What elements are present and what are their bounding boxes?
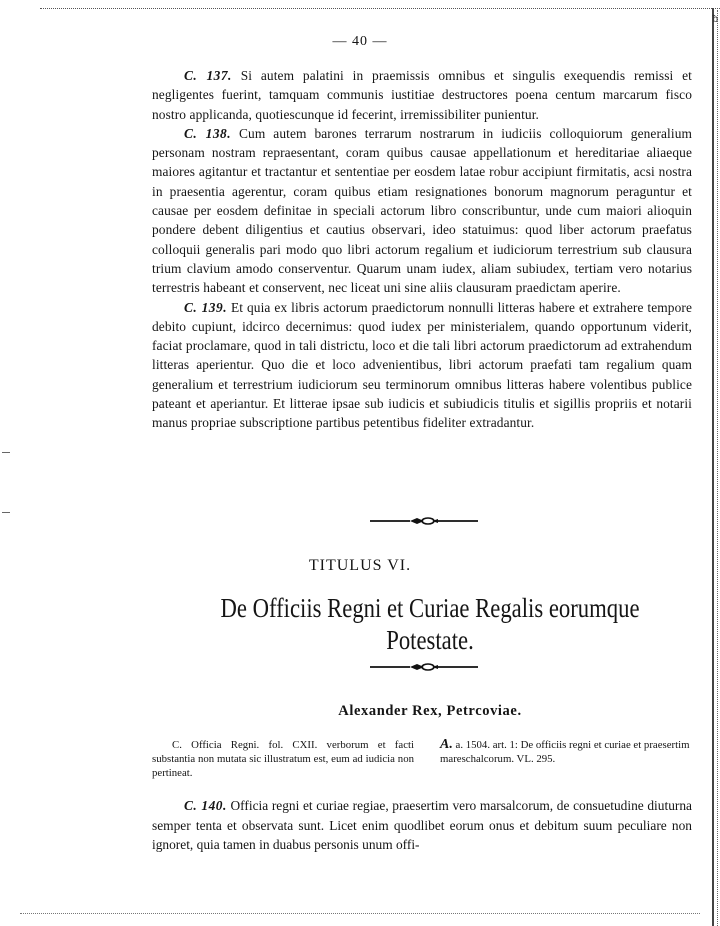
paragraph-text: Officia regni et curiae regiae, praesertim vero marsalcorum, de consuetudine diuturna semper tenta et observata sunt. Licet enim quodlibet eorum onus et debitum suum peculiare non ignoret, quia tamen in duabus personis unum offi- [152, 798, 692, 852]
paragraph-text: Et quia ex libris actorum praedictorum nonnulli litteras habere et extrahere tempore debito cupiunt, idcirco decernimus: quod iudex per ministerialem, quando opportunum viderit, faciat proclamare, quod in tali districtu, loco et die tali libri actorum praedictorum ad extrahendum litteras aperientur. Quo die et loco advenientibus, libri actorum praefati tam regalium quam generalium et terrestrium iudiciorum seu terminorum omnibus litteras habere volentibus publice pateant et aperiantur. Et litterae ipsae sub iudicis et subiudicis titulis et sigillis propriis et notarii manus propriae subscriptione partibus petentibus fideliter extradantur. [152, 299, 692, 431]
heading-line: Potestate. [386, 625, 474, 655]
page-edge-bottom [20, 913, 700, 914]
author-line: Alexander Rex, Petrcoviae. [338, 703, 522, 719]
paragraph-140 [152, 796, 692, 855]
main-text [152, 66, 692, 433]
note-left-text: C. Officia Regni. fol. CXII. verborum et facti substantia non mutata sic illustratum est, eum ad iudicia non pertineat. [152, 739, 414, 779]
ornament-divider [370, 662, 478, 672]
paragraph-text: Cum autem barones terrarum nostrarum in iudiciis colloquiorum generalium personam nostram repraesentant, coram quibus causae appellationum et hereditariae aliaeque maiores agitantur et tractantur et sententiae per eosdem latae robur accipiunt firmitatis, acsi nostra in praesentia agerentur, coram quibus etiam resignationes bonorum magnorum peraguntur et causae per eosdem definitae in speciali actorum libro conscribuntur, unde cum maiori alioquin pondere debent diligentius et cautius observari, ideo statuimus: quod liber actorum praefatus colloquii generalis pari modo quo libri actorum regalium et iudiciorum terrestrium sub clausura trium clavium amodo conserventur. Quarum unam iudex, aliam subiudex, tertiam vero notarius terrestris habeant et conservent, nec liceat uni sine aliis clausuram praedictam aperire. [152, 125, 693, 296]
page-number: — 40 — [332, 34, 388, 49]
corner-mark: ᵬ [712, 14, 718, 25]
paragraph-text: Si autem palatini in praemissis omnibus et singulis exequendis remissi et negligentes fuerint, tamquam communis iustitiae destructores poena centum marcarum fisco nostro applicanda, quotiescunque id fecerint, irremissibiliter punientur. [152, 68, 693, 122]
margin-tick [2, 452, 10, 453]
page-edge-top [40, 8, 720, 9]
section-number: C. 139. [184, 299, 228, 315]
final-text [152, 796, 692, 855]
page-edge-right-dotted [717, 10, 718, 926]
note-siglum: A. [440, 737, 453, 752]
section-number: C. 138. [184, 125, 232, 141]
titulus-heading [203, 592, 657, 656]
ornament-divider [370, 516, 478, 526]
paragraph-137 [152, 66, 692, 124]
paragraph-138 [152, 124, 692, 298]
margin-tick [2, 512, 10, 513]
section-number: C. 140. [184, 798, 227, 813]
titulus-label: TITULUS VI. [308, 557, 412, 574]
paragraph-139 [152, 298, 692, 433]
note-right [440, 738, 700, 766]
note-left [152, 738, 414, 780]
section-number: C. 137. [184, 68, 232, 83]
heading-line: De Officiis Regni et Curiae Regalis eorumque [220, 593, 640, 623]
note-right-text: a. 1504. art. 1: De officiis regni et curiae et praesertim mareschalcorum. VL. 295. [440, 739, 690, 765]
page-edge-right [712, 8, 714, 926]
